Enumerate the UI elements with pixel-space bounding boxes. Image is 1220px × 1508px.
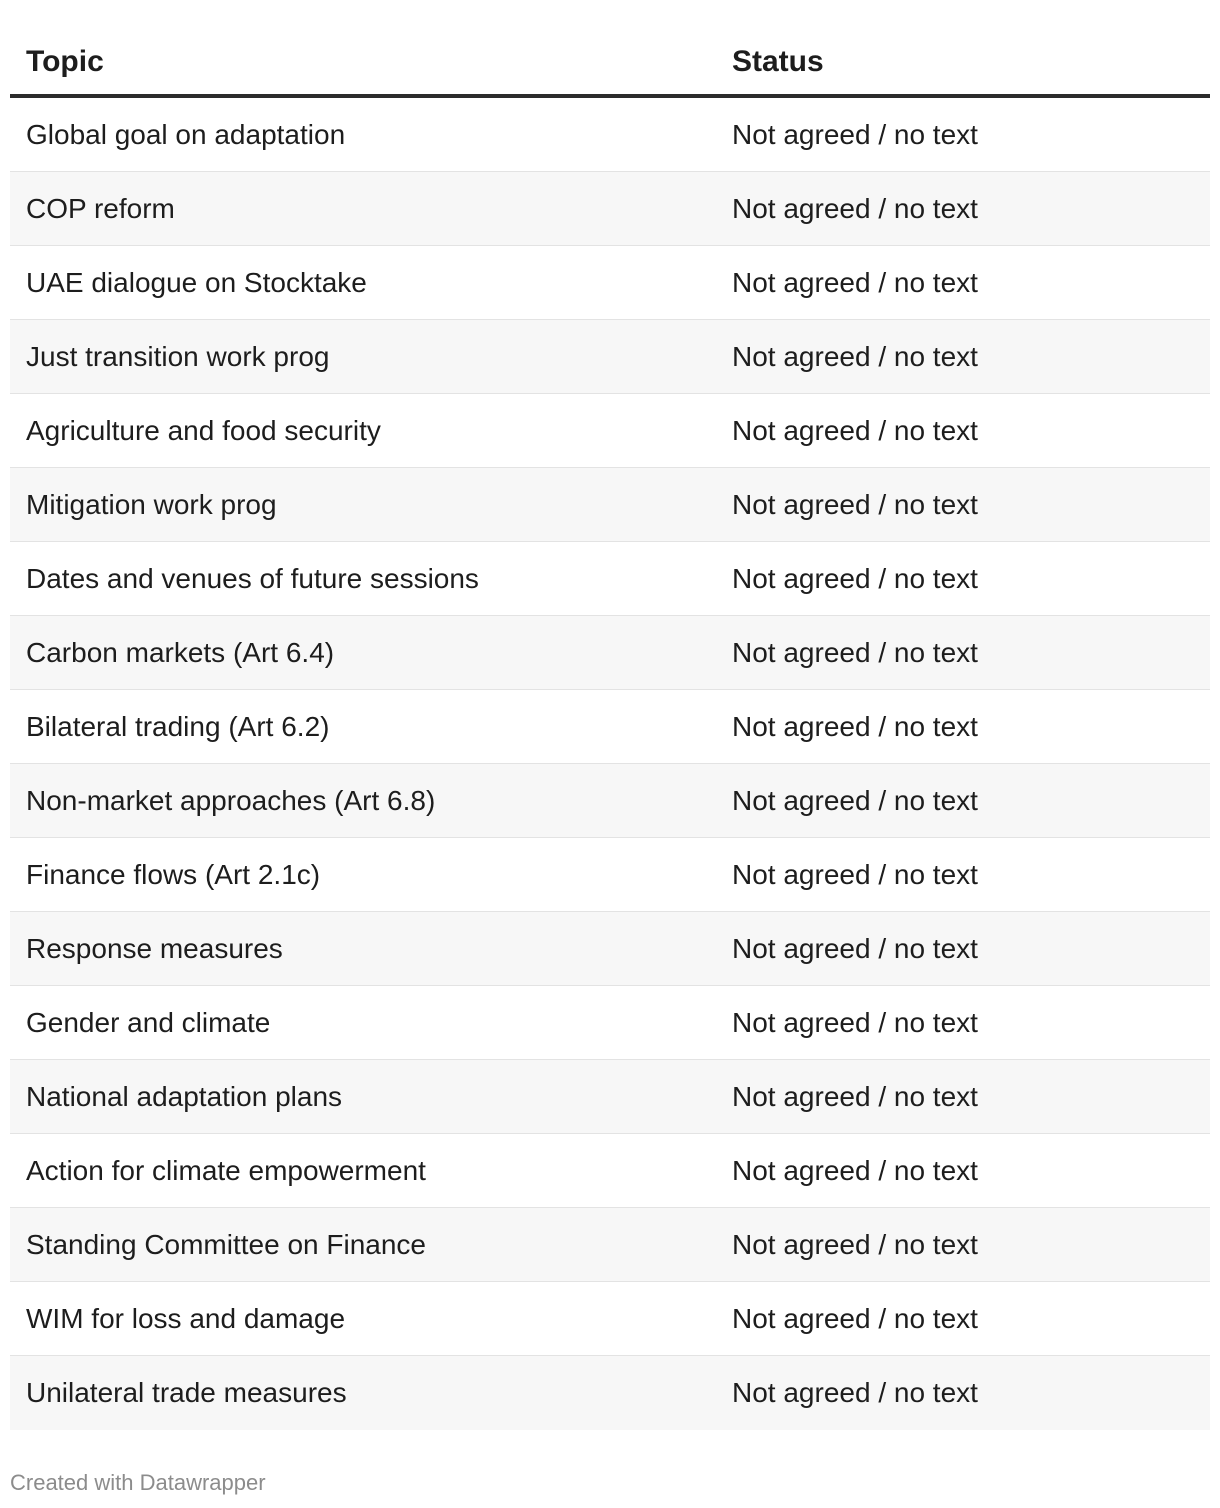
table-row xyxy=(10,986,1210,1060)
data-table xyxy=(10,28,1210,1430)
cell-status: Not agreed / no text xyxy=(732,488,978,520)
cell-topic: Gender and climate xyxy=(26,1006,271,1038)
cell-topic: Response measures xyxy=(26,932,283,964)
cell-topic: Unilateral trade measures xyxy=(26,1377,347,1408)
cell-status: Not agreed / no text xyxy=(732,414,978,446)
cell-status: Not agreed / no text xyxy=(732,784,978,816)
table-row xyxy=(10,616,1210,690)
table-row xyxy=(10,246,1210,320)
cell-status: Not agreed / no text xyxy=(732,710,978,742)
column-header-topic[interactable]: Topic xyxy=(26,45,104,78)
table-row xyxy=(10,1134,1210,1208)
cell-topic: Carbon markets (Art 6.4) xyxy=(26,636,335,668)
table-row xyxy=(10,1208,1210,1282)
table-row xyxy=(10,468,1210,542)
table-row xyxy=(10,98,1210,172)
cell-status: Not agreed / no text xyxy=(732,1302,978,1334)
cell-topic: WIM for loss and damage xyxy=(26,1302,346,1334)
cell-topic: Mitigation work prog xyxy=(26,488,277,520)
cell-status: Not agreed / no text xyxy=(732,636,978,668)
cell-topic: Global goal on adaptation xyxy=(26,118,346,150)
table-row xyxy=(10,690,1210,764)
cell-status: Not agreed / no text xyxy=(732,858,978,890)
cell-topic: UAE dialogue on Stocktake xyxy=(26,266,367,298)
cell-status: Not agreed / no text xyxy=(732,1154,978,1186)
cell-topic: Agriculture and food security xyxy=(26,414,381,446)
cell-topic: Just transition work prog xyxy=(26,340,330,372)
table-row xyxy=(10,838,1210,912)
cell-status: Not agreed / no text xyxy=(732,340,978,372)
cell-topic: Action for climate empowerment xyxy=(26,1154,426,1186)
table-row xyxy=(10,542,1210,616)
cell-status: Not agreed / no text xyxy=(732,1228,978,1260)
table-row xyxy=(10,1060,1210,1134)
cell-topic: COP reform xyxy=(26,192,175,224)
cell-status: Not agreed / no text xyxy=(732,1377,978,1408)
cell-status: Not agreed / no text xyxy=(732,1080,978,1112)
table-row xyxy=(10,172,1210,246)
table-row xyxy=(10,912,1210,986)
cell-topic: Finance flows (Art 2.1c) xyxy=(26,858,321,890)
table-row xyxy=(10,1356,1210,1430)
cell-status: Not agreed / no text xyxy=(732,932,978,964)
cell-status: Not agreed / no text xyxy=(732,1006,978,1038)
table-header xyxy=(10,28,1210,98)
table-row xyxy=(10,394,1210,468)
cell-status: Not agreed / no text xyxy=(732,562,978,594)
column-header-status[interactable]: Status xyxy=(732,45,824,78)
cell-topic: Standing Committee on Finance xyxy=(26,1228,426,1260)
table-row xyxy=(10,1282,1210,1356)
table-body xyxy=(10,98,1210,1430)
table-row xyxy=(10,764,1210,838)
cell-status: Not agreed / no text xyxy=(732,192,978,224)
footer-credit[interactable]: Created with Datawrapper xyxy=(10,1470,266,1495)
cell-status: Not agreed / no text xyxy=(732,118,978,150)
cell-topic: Bilateral trading (Art 6.2) xyxy=(26,710,330,742)
cell-topic: Non-market approaches (Art 6.8) xyxy=(26,784,436,816)
cell-status: Not agreed / no text xyxy=(732,266,978,298)
table-row xyxy=(10,320,1210,394)
cell-topic: Dates and venues of future sessions xyxy=(26,562,479,594)
cell-topic: National adaptation plans xyxy=(26,1080,343,1112)
